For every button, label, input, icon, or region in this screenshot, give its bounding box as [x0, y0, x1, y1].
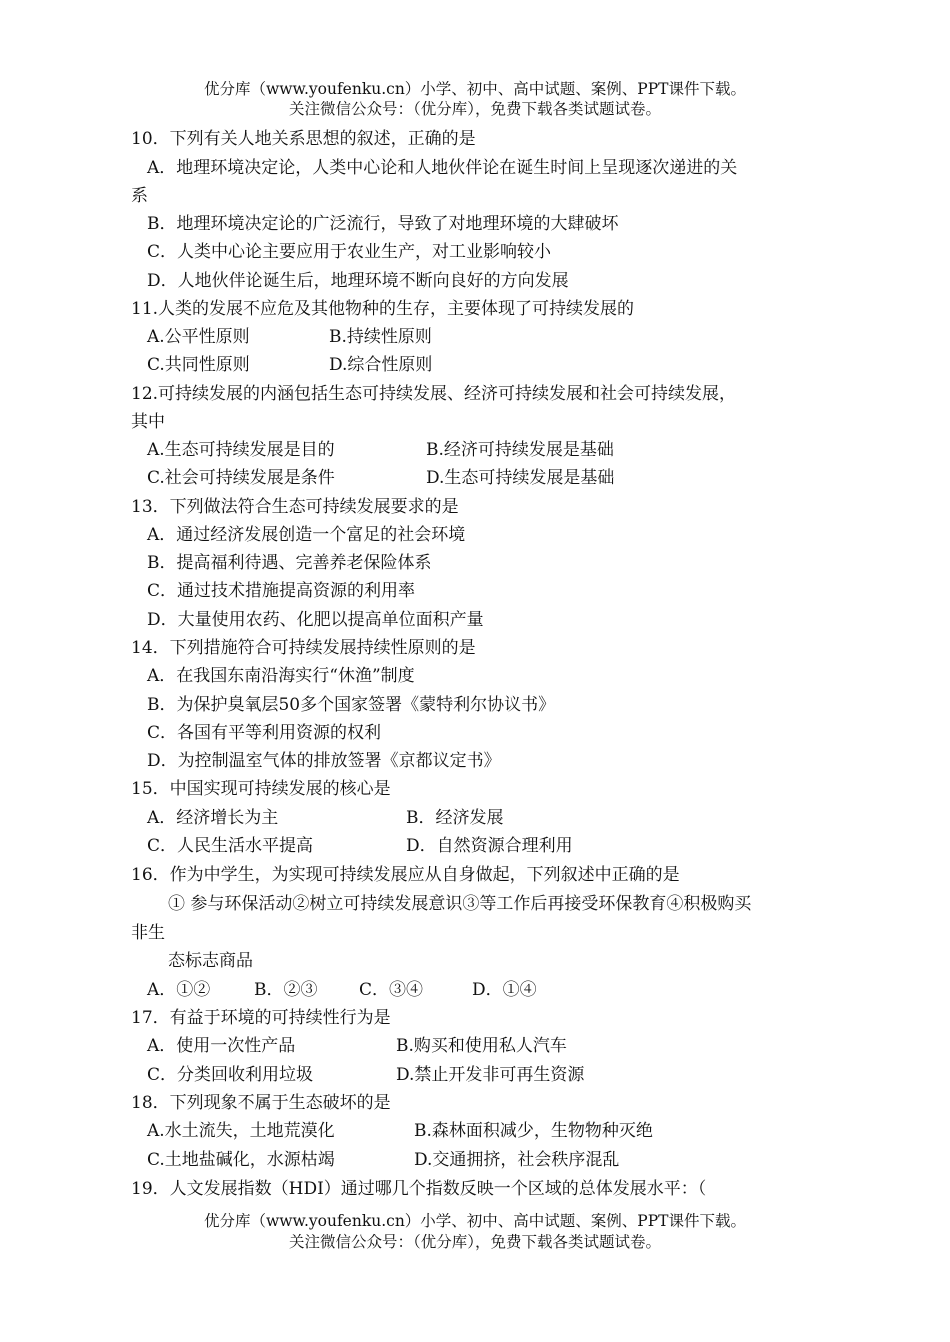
question-12-option-d: D.生态可持续发展是基础 [426, 468, 615, 488]
question-11-stem: 11.人类的发展不应危及其他物种的生存，主要体现了可持续发展的 [131, 299, 635, 319]
question-18-option-c: C.土地盐碱化，水源枯竭 [147, 1150, 335, 1170]
question-10-option-a: A．地理环境决定论，人类中心论和人地伙伴论在诞生时间上呈现逐次递进的关 [147, 158, 738, 178]
question-18-stem: 18．下列现象不属于生态破坏的是 [131, 1093, 391, 1113]
question-13-option-d: D．大量使用农药、化肥以提高单位面积产量 [147, 610, 484, 630]
question-12-option-a: A.生态可持续发展是目的 [147, 440, 335, 460]
question-18-option-d: D.交通拥挤，社会秩序混乱 [414, 1150, 620, 1170]
question-15-stem: 15．中国实现可持续发展的核心是 [131, 779, 391, 799]
question-16-items-cont-2: 态标志商品 [168, 951, 253, 971]
question-10-option-c: C．人类中心论主要应用于农业生产，对工业影响较小 [147, 242, 552, 262]
footer-line-2: 关注微信公众号：（优分库），免费下载各类试题试卷。 [288, 1233, 661, 1251]
question-11-option-d: D.综合性原则 [329, 355, 433, 375]
question-11-option-a: A.公平性原则 [147, 327, 250, 347]
question-15-option-a: A．经济增长为主 [147, 808, 279, 828]
question-11-option-b: B.持续性原则 [329, 327, 432, 347]
question-18-option-b: B.森林面积减少，生物物种灭绝 [414, 1121, 653, 1141]
question-12-stem: 12.可持续发展的内涵包括生态可持续发展、经济可持续发展和社会可持续发展， [131, 384, 737, 404]
question-14-option-a: A．在我国东南沿海实行“休渔”制度 [147, 666, 415, 686]
question-12-option-b: B.经济可持续发展是基础 [426, 440, 614, 460]
footer-line-1: 优分库（www.youfenku.cn）小学、初中、高中试题、案例、PPT课件下载。 [203, 1212, 747, 1230]
question-10-stem: 10．下列有关人地关系思想的叙述，正确的是 [131, 129, 476, 149]
question-16-items-cont: 非生 [131, 923, 165, 943]
question-17-option-c: C．分类回收利用垃圾 [147, 1065, 314, 1085]
question-16-stem: 16．作为中学生，为实现可持续发展应从自身做起，下列叙述中正确的是 [131, 865, 680, 885]
question-13-option-b: B．提高福利待遇、完善养老保险体系 [147, 553, 432, 573]
question-13-option-a: A．通过经济发展创造一个富足的社会环境 [147, 525, 466, 545]
question-16-option-c: C．③④ [359, 980, 424, 1000]
question-14-option-d: D．为控制温室气体的排放签署《京都议定书》 [147, 751, 501, 771]
question-18-option-a: A.水土流失，土地荒漠化 [147, 1121, 335, 1141]
question-14-stem: 14．下列措施符合可持续发展持续性原则的是 [131, 638, 476, 658]
question-10-option-d: D．人地伙伴论诞生后，地理环境不断向良好的方向发展 [147, 271, 569, 291]
question-11-option-c: C.共同性原则 [147, 355, 250, 375]
question-10-option-a-cont: 系 [131, 186, 148, 206]
header-line-1: 优分库（www.youfenku.cn）小学、初中、高中试题、案例、PPT课件下载。 [203, 80, 747, 98]
question-14-option-c: C．各国有平等利用资源的权利 [147, 723, 382, 743]
question-13-option-c: C．通过技术措施提高资源的利用率 [147, 581, 416, 601]
question-14-option-b: B．为保护臭氧层50多个国家签署《蒙特利尔协议书》 [147, 695, 556, 715]
question-16-option-b: B．②③ [254, 980, 318, 1000]
question-19-stem: 19．人文发展指数（HDI）通过哪几个指数反映一个区域的总体发展水平：（ [131, 1179, 707, 1199]
question-10-option-b: B．地理环境决定论的广泛流行，导致了对地理环境的大肆破坏 [147, 214, 619, 234]
question-15-option-b: B．经济发展 [406, 808, 504, 828]
question-15-option-d: D．自然资源合理利用 [406, 836, 573, 856]
question-16-option-d: D．①④ [472, 980, 537, 1000]
question-17-option-d: D.禁止开发非可再生资源 [396, 1065, 585, 1085]
question-13-stem: 13．下列做法符合生态可持续发展要求的是 [131, 497, 459, 517]
question-16-items: ① 参与环保活动②树立可持续发展意识③等工作后再接受环保教育④积极购买 [168, 894, 752, 914]
question-17-stem: 17．有益于环境的可持续性行为是 [131, 1008, 391, 1028]
header-line-2: 关注微信公众号：（优分库），免费下载各类试题试卷。 [288, 100, 661, 118]
question-16-option-a: A．①② [147, 980, 211, 1000]
question-12-stem-cont: 其中 [131, 412, 165, 432]
question-17-option-a: A．使用一次性产品 [147, 1036, 296, 1056]
question-12-option-c: C.社会可持续发展是条件 [147, 468, 335, 488]
question-15-option-c: C．人民生活水平提高 [147, 836, 314, 856]
question-17-option-b: B.购买和使用私人汽车 [396, 1036, 567, 1056]
